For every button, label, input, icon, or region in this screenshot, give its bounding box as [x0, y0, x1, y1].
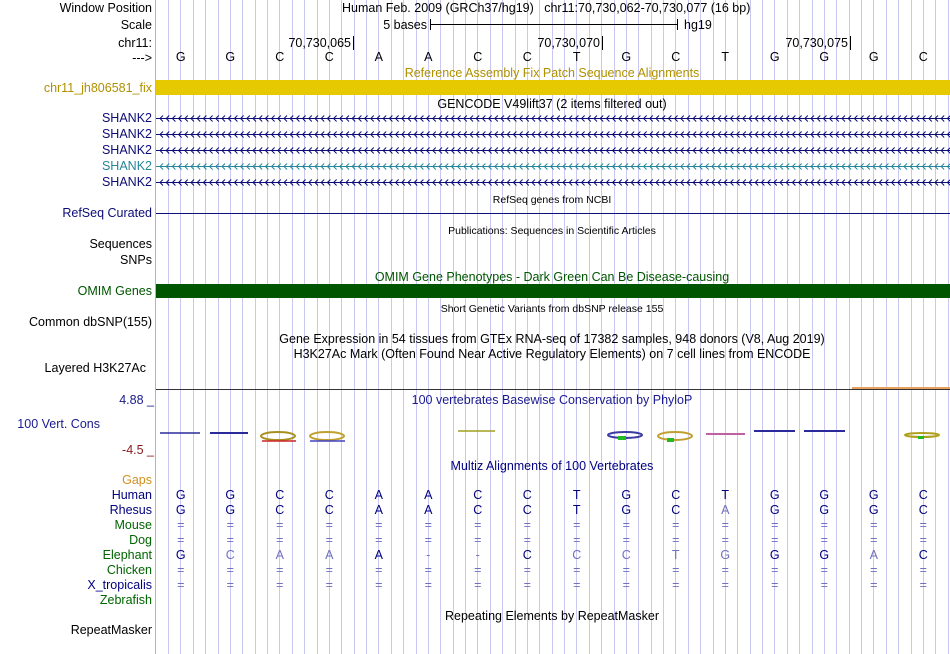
- alignment-base: A: [424, 488, 433, 502]
- alignment-base: =: [622, 533, 630, 547]
- alignment-base: G: [819, 503, 830, 517]
- alignment-base: T: [671, 548, 680, 562]
- sequence-base: C: [522, 50, 532, 64]
- gene-model-shank2[interactable]: [156, 116, 950, 122]
- sequence-base: A: [424, 50, 433, 64]
- alignment-base: G: [621, 503, 632, 517]
- publications-track-label[interactable]: Sequences: [89, 237, 152, 251]
- alignment-base: =: [276, 578, 284, 592]
- sequence-base: G: [621, 50, 632, 64]
- alignment-base: A: [869, 548, 878, 562]
- gene-model-shank2[interactable]: [156, 148, 950, 154]
- alignment-base: =: [424, 563, 432, 577]
- h3k27ac-signal-peak: [852, 387, 950, 389]
- alignment-base: C: [473, 488, 483, 502]
- gencode-track-title: GENCODE V49lift37 (2 items filtered out): [437, 97, 667, 111]
- omim-gene-bar[interactable]: [156, 284, 950, 298]
- sequence-base: C: [473, 50, 483, 64]
- alignment-base: =: [672, 533, 680, 547]
- alignment-base: =: [523, 578, 531, 592]
- alignment-base: =: [474, 563, 482, 577]
- alignment-base: G: [819, 488, 830, 502]
- alignment-base: C: [473, 503, 483, 517]
- alignment-base: G: [225, 488, 236, 502]
- alignment-base: =: [276, 518, 284, 532]
- alignment-base: =: [424, 518, 432, 532]
- alignment-base: =: [721, 533, 729, 547]
- alignment-base: -: [426, 548, 431, 562]
- species-label[interactable]: Mouse: [114, 518, 152, 532]
- alignment-base: =: [226, 563, 234, 577]
- alignment-base: =: [771, 563, 779, 577]
- ruler-tick-label: 70,730,065: [288, 36, 351, 50]
- alignment-base: =: [622, 518, 630, 532]
- alignment-base: G: [621, 488, 632, 502]
- alignment-base: C: [572, 548, 582, 562]
- alignment-base: =: [672, 563, 680, 577]
- alignment-base: =: [919, 518, 927, 532]
- alignment-base: =: [276, 533, 284, 547]
- publications-track-title: Publications: Sequences in Scientific Articles: [448, 225, 656, 237]
- snps-track-label[interactable]: SNPs: [120, 253, 152, 267]
- assembly-label: hg19: [684, 18, 712, 32]
- alignment-base: =: [177, 518, 185, 532]
- alignment-base: =: [573, 578, 581, 592]
- gene-model-shank2[interactable]: [156, 132, 950, 138]
- alignment-base: G: [769, 503, 780, 517]
- alignment-base: =: [573, 533, 581, 547]
- alignment-base: =: [325, 518, 333, 532]
- alignment-base: =: [325, 563, 333, 577]
- phylop-min-label: -4.5 _: [122, 443, 154, 457]
- alignment-base: =: [820, 518, 828, 532]
- alignment-base: A: [374, 548, 383, 562]
- alignment-base: =: [573, 563, 581, 577]
- alignment-base: =: [523, 563, 531, 577]
- alignment-base: G: [720, 548, 731, 562]
- sequence-base: G: [819, 50, 830, 64]
- omim-track-label[interactable]: OMIM Genes: [77, 284, 152, 298]
- species-label[interactable]: Human: [111, 488, 152, 502]
- alignment-base: C: [225, 548, 235, 562]
- alignment-base: T: [572, 488, 581, 502]
- scale-bar-label: 5 bases: [383, 18, 427, 32]
- sequence-base: G: [868, 50, 879, 64]
- alignment-base: A: [275, 548, 284, 562]
- alignment-base: T: [572, 503, 581, 517]
- alignment-base: =: [820, 578, 828, 592]
- species-label[interactable]: Zebrafish: [99, 593, 152, 607]
- alignment-base: =: [672, 578, 680, 592]
- chrom-label: chr11:: [118, 36, 152, 50]
- window-position-label: Window Position: [59, 1, 152, 15]
- alignment-base: G: [175, 548, 186, 562]
- alignment-base: =: [919, 563, 927, 577]
- alignment-base: A: [374, 503, 383, 517]
- gene-label-shank2[interactable]: SHANK2: [101, 159, 152, 173]
- alignment-base: =: [622, 563, 630, 577]
- alignment-base: =: [226, 578, 234, 592]
- alignment-base: =: [325, 533, 333, 547]
- alignment-base: C: [621, 548, 631, 562]
- dbsnp-track-label[interactable]: Common dbSNP(155): [29, 315, 152, 329]
- phylop-max-label: 4.88 _: [119, 393, 154, 407]
- alignment-base: C: [324, 488, 334, 502]
- alignment-base: C: [275, 488, 285, 502]
- sequence-base: C: [324, 50, 334, 64]
- alignment-base: G: [175, 503, 186, 517]
- gene-model-shank2[interactable]: [156, 180, 950, 186]
- alignment-base: =: [721, 518, 729, 532]
- gene-label-shank2[interactable]: SHANK2: [101, 111, 152, 125]
- gtex-track-title: Gene Expression in 54 tissues from GTEx RNA-seq of 17382 samples, 948 donors (V8, Aug 2019): [279, 332, 825, 346]
- omim-track-title: OMIM Gene Phenotypes - Dark Green Can Be Disease-causing: [374, 270, 730, 284]
- alignment-base: =: [325, 578, 333, 592]
- alignment-base: =: [177, 578, 185, 592]
- species-label[interactable]: Chicken: [106, 563, 152, 577]
- gene-label-shank2[interactable]: SHANK2: [101, 143, 152, 157]
- alignment-base: G: [868, 503, 879, 517]
- h3k27ac-track-title: H3K27Ac Mark (Often Found Near Active Regulatory Elements) on 7 cell lines from ENCODE: [293, 347, 811, 361]
- alignment-base: =: [721, 578, 729, 592]
- alignment-base: =: [523, 533, 531, 547]
- sequence-base: C: [275, 50, 285, 64]
- alignment-base: G: [769, 488, 780, 502]
- window-position-value: Human Feb. 2009 (GRCh37/hg19) chr11:70,730,062-70,730,077 (16 bp): [342, 1, 751, 15]
- ruler-tick-label: 70,730,075: [785, 36, 848, 50]
- alignment-base: =: [820, 533, 828, 547]
- alignment-base: C: [671, 488, 681, 502]
- species-label[interactable]: Dog: [129, 533, 152, 547]
- sequence-base: G: [769, 50, 780, 64]
- multiz-track-title: Multiz Alignments of 100 Vertebrates: [450, 459, 654, 473]
- alignment-base: =: [870, 533, 878, 547]
- sequence-base: C: [918, 50, 928, 64]
- scale-label: Scale: [120, 18, 152, 32]
- alignment-base: =: [870, 563, 878, 577]
- dbsnp-track-title: Short Genetic Variants from dbSNP release 155: [440, 303, 664, 315]
- alignment-base: C: [522, 503, 532, 517]
- alignment-base: =: [474, 578, 482, 592]
- alignment-base: C: [671, 503, 681, 517]
- gene-label-shank2[interactable]: SHANK2: [101, 175, 152, 189]
- phylop-track-label[interactable]: 100 Vert. Cons: [17, 417, 100, 431]
- strand-arrow-label: --->: [132, 51, 152, 65]
- sequence-base: C: [671, 50, 681, 64]
- alignment-base: C: [522, 548, 532, 562]
- alignment-base: A: [325, 548, 334, 562]
- alignment-base: =: [226, 533, 234, 547]
- alignment-base: =: [919, 578, 927, 592]
- alignment-base: C: [918, 503, 928, 517]
- alignment-base: G: [819, 548, 830, 562]
- alignment-base: A: [374, 488, 383, 502]
- gaps-label: Gaps: [122, 473, 152, 487]
- alignment-base: =: [276, 563, 284, 577]
- sequence-base: G: [175, 50, 186, 64]
- sequence-base: G: [225, 50, 236, 64]
- alignment-base: G: [868, 488, 879, 502]
- alignment-base: =: [771, 533, 779, 547]
- alignment-base: C: [918, 548, 928, 562]
- alignment-base: =: [919, 533, 927, 547]
- alignment-base: A: [424, 503, 433, 517]
- alignment-base: =: [226, 518, 234, 532]
- repeatmasker-track-label[interactable]: RepeatMasker: [70, 623, 152, 637]
- alignment-base: =: [375, 518, 383, 532]
- refseq-track-label[interactable]: RefSeq Curated: [62, 206, 152, 220]
- alignment-base: =: [771, 578, 779, 592]
- species-label[interactable]: X_tropicalis: [87, 578, 152, 592]
- alignment-base: =: [622, 578, 630, 592]
- alignment-base: =: [870, 518, 878, 532]
- alignment-base: C: [275, 503, 285, 517]
- alignment-base: -: [475, 548, 480, 562]
- alignment-base: =: [820, 563, 828, 577]
- alignment-base: =: [424, 533, 432, 547]
- sequence-base: T: [572, 50, 581, 64]
- alignment-base: =: [424, 578, 432, 592]
- ruler-tick-label: 70,730,070: [537, 36, 600, 50]
- alignment-base: =: [523, 518, 531, 532]
- alignment-base: =: [672, 518, 680, 532]
- alignment-base: =: [474, 518, 482, 532]
- gene-model-shank2[interactable]: [156, 164, 950, 170]
- alignment-base: =: [573, 518, 581, 532]
- alignment-base: C: [918, 488, 928, 502]
- fix-patch-alignment-bar[interactable]: [156, 80, 950, 95]
- alignment-base: T: [721, 488, 730, 502]
- alignment-base: =: [721, 563, 729, 577]
- alignment-base: A: [721, 503, 730, 517]
- alignment-base: C: [324, 503, 334, 517]
- alignment-base: G: [225, 503, 236, 517]
- scale-bar: [430, 19, 678, 30]
- species-label[interactable]: Rhesus: [109, 503, 152, 517]
- fix-patch-track-title: Reference Assembly Fix Patch Sequence Alignments: [404, 66, 700, 80]
- alignment-base: G: [175, 488, 186, 502]
- sequence-base: A: [374, 50, 383, 64]
- h3k27ac-track-label[interactable]: Layered H3K27Ac: [44, 361, 146, 375]
- phylop-track-title: 100 vertebrates Basewise Conservation by PhyloP: [411, 393, 693, 407]
- alignment-base: =: [177, 563, 185, 577]
- alignment-base: =: [870, 578, 878, 592]
- refseq-track-title: RefSeq genes from NCBI: [492, 194, 612, 206]
- alignment-base: =: [375, 563, 383, 577]
- alignment-base: =: [375, 533, 383, 547]
- species-label[interactable]: Elephant: [102, 548, 152, 562]
- alignment-base: =: [177, 533, 185, 547]
- alignment-base: =: [771, 518, 779, 532]
- fix-patch-track-label[interactable]: chr11_jh806581_fix: [43, 81, 152, 95]
- sequence-base: T: [721, 50, 730, 64]
- alignment-base: =: [375, 578, 383, 592]
- repeatmasker-track-title: Repeating Elements by RepeatMasker: [444, 609, 660, 623]
- alignment-base: =: [474, 533, 482, 547]
- gene-label-shank2[interactable]: SHANK2: [101, 127, 152, 141]
- alignment-base: C: [522, 488, 532, 502]
- alignment-base: G: [769, 548, 780, 562]
- phylop-conservation-glyphs: [160, 431, 939, 442]
